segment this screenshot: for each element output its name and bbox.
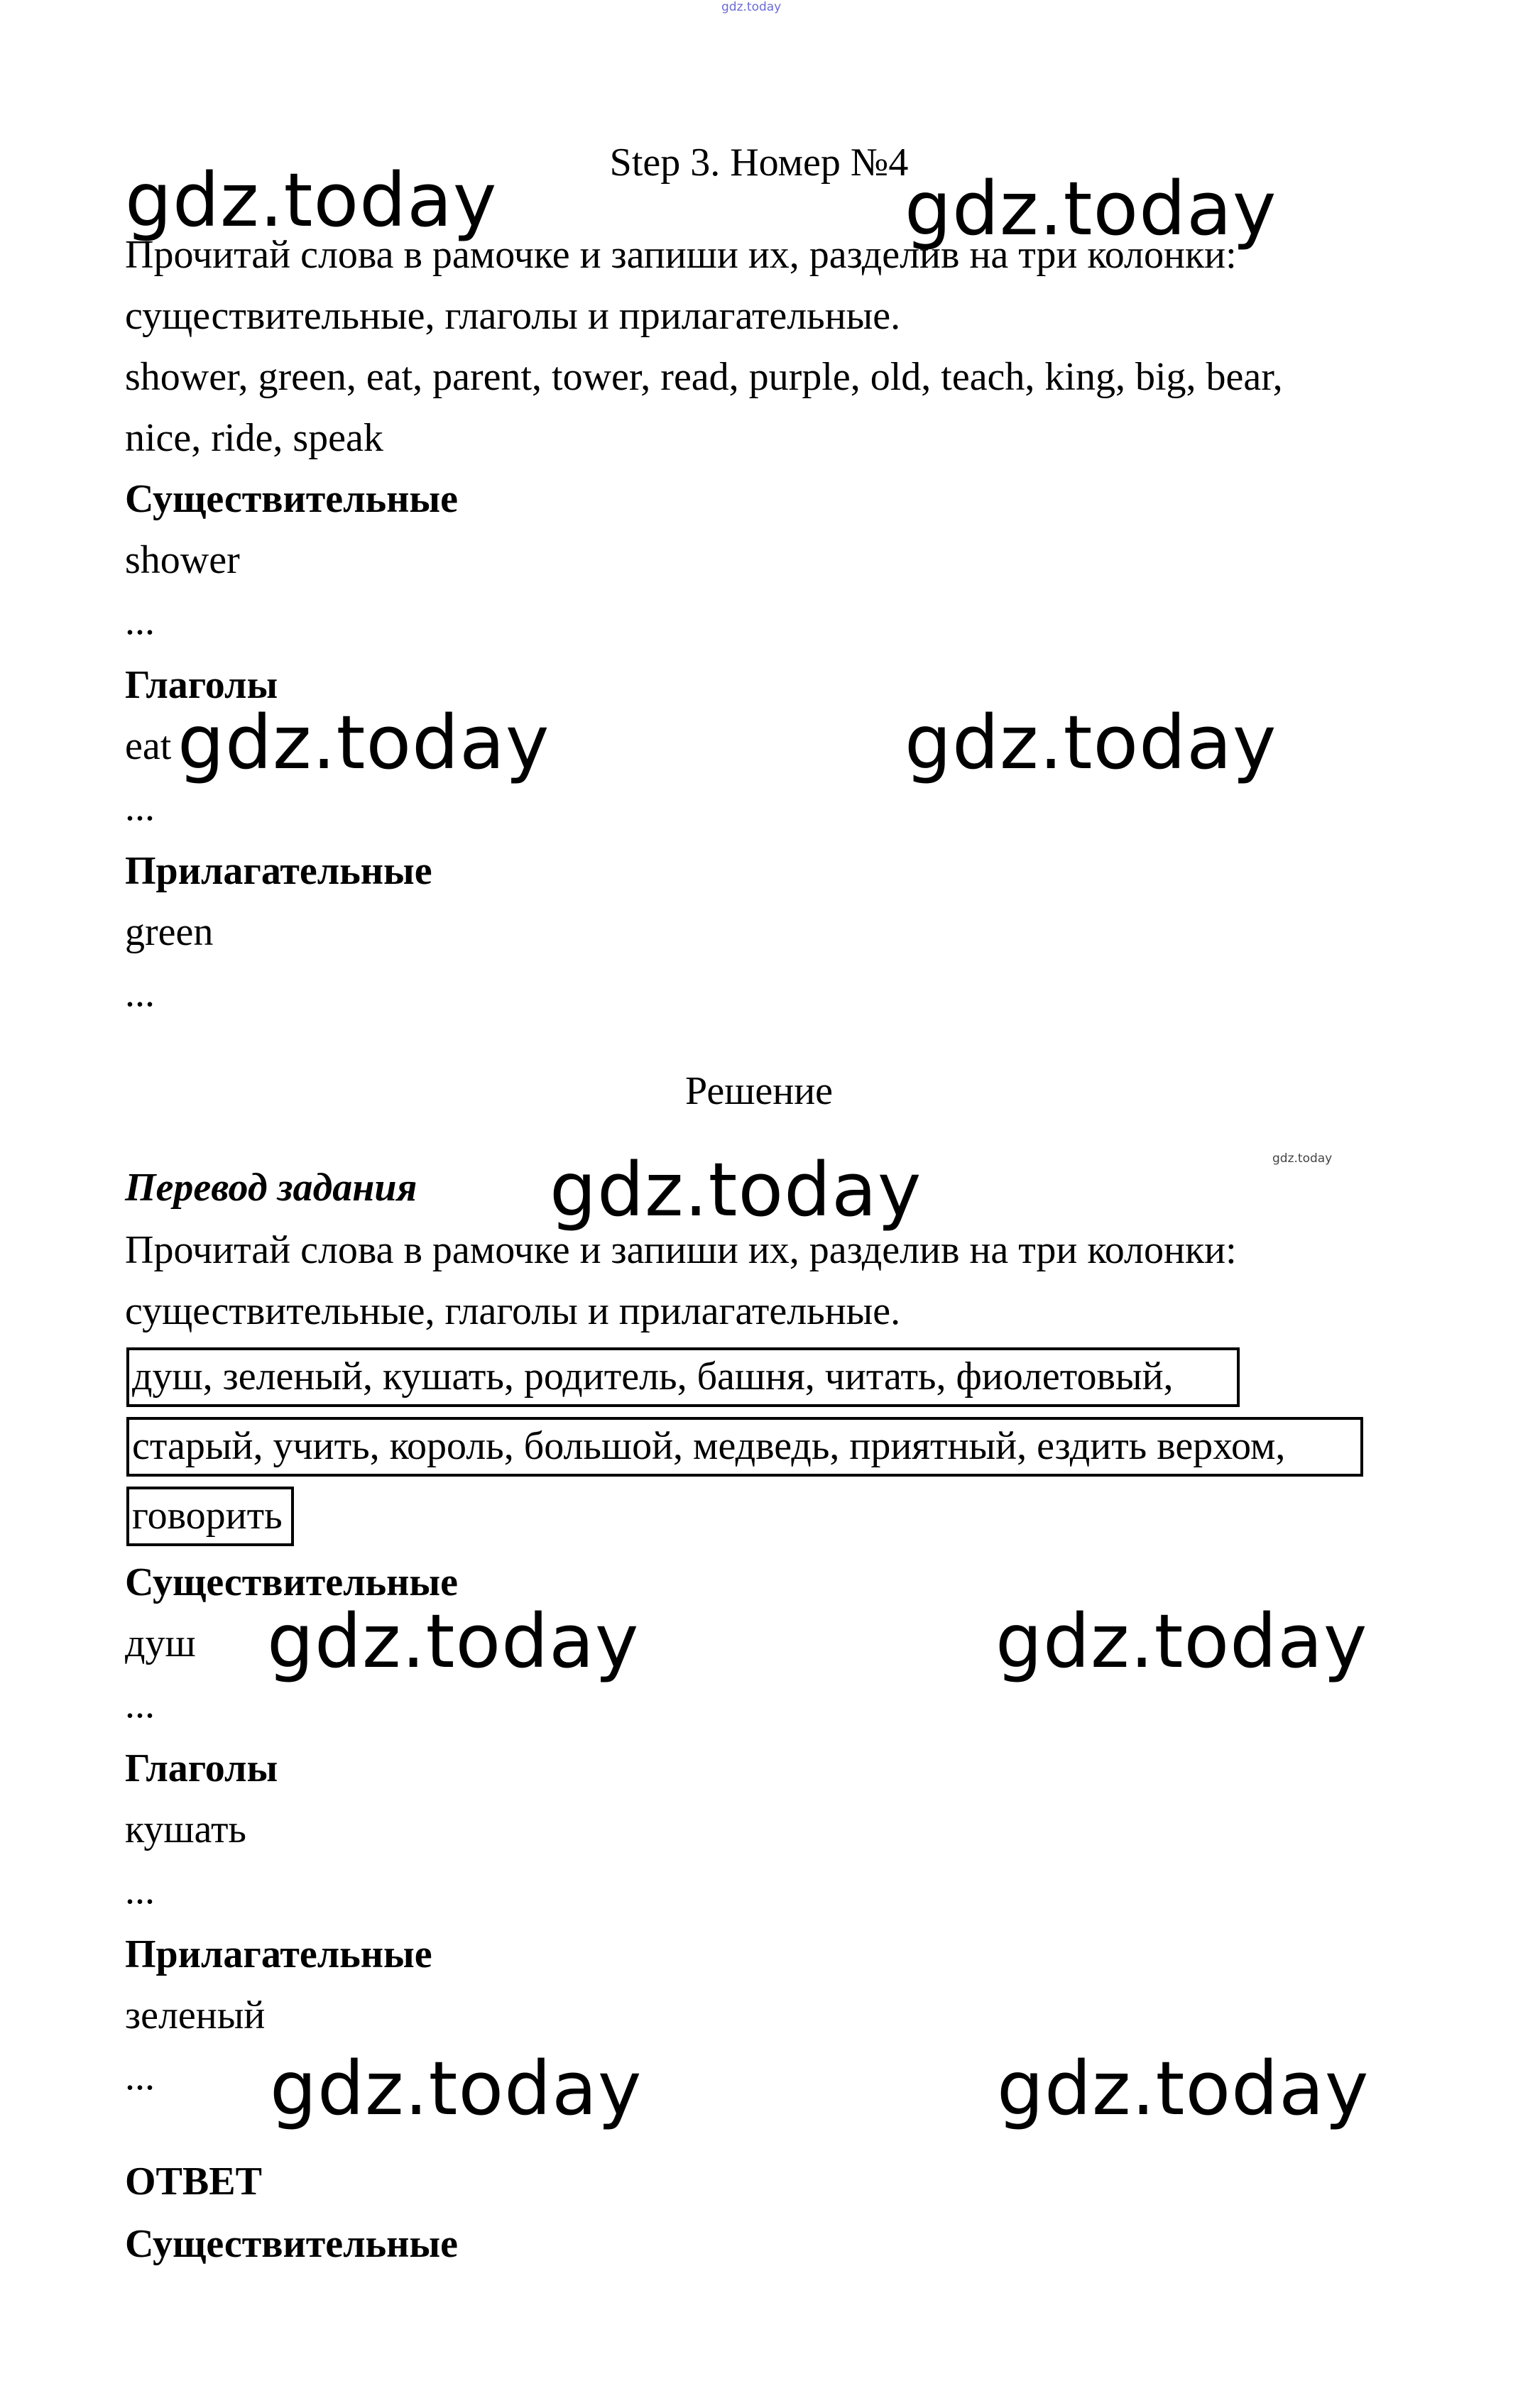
task-adj-example: green (125, 910, 214, 954)
solution-nouns-heading: Существительные (125, 1560, 458, 1604)
task-instruction-line1: Прочитай слова в рамочке и запиши их, разделив на три колонки: (125, 233, 1237, 277)
solution-verbs-heading: Глаголы (125, 1746, 278, 1790)
task-words-line2: nice, ride, speak (125, 416, 383, 460)
watermark-logo: gdz.today (178, 699, 550, 786)
task-verbs-more: ... (125, 785, 155, 829)
task-verbs-heading: Глаголы (125, 663, 278, 707)
watermark-logo: gdz.today (905, 699, 1277, 786)
watermark-logo: gdz.today (995, 1598, 1368, 1685)
watermark-logo: gdz.today (997, 2045, 1370, 2132)
solution-instruction-line1: Прочитай слова в рамочке и запиши их, разделив на три колонки: (125, 1228, 1237, 1272)
task-nouns-example: shower (125, 538, 240, 582)
watermark-top-small: gdz.today (721, 0, 782, 14)
solution-nouns-example: душ (125, 1621, 196, 1665)
solution-verbs-more: ... (125, 1868, 155, 1912)
answer-heading: ОТВЕТ (125, 2160, 262, 2204)
watermark-logo: gdz.today (550, 1146, 922, 1233)
word-box-line2: старый, учить, король, большой, медведь, приятный, ездить верхом, (126, 1417, 1363, 1477)
solution-heading: Решение (684, 1069, 834, 1113)
word-box-line3: говорить (126, 1487, 294, 1546)
watermark-logo: gdz.today (270, 2045, 643, 2132)
word-box-line1: душ, зеленый, кушать, родитель, башня, читать, фиолетовый, (126, 1347, 1240, 1407)
solution-instruction-line2: существительные, глаголы и прилагательные. (125, 1289, 901, 1333)
watermark-logo: gdz.today (125, 157, 498, 243)
solution-adj-more: ... (125, 2054, 155, 2098)
watermark-logo: gdz.today (905, 165, 1277, 252)
watermark-small: gdz.today (1272, 1151, 1333, 1166)
page-title: Step 3. Номер №4 (609, 141, 909, 185)
task-adj-more: ... (125, 971, 155, 1015)
task-adj-heading: Прилагательные (125, 849, 432, 893)
solution-adj-example: зеленый (125, 1993, 266, 2037)
task-verbs-example: eat (125, 724, 172, 768)
solution-adj-heading: Прилагательные (125, 1932, 432, 1976)
solution-nouns-more: ... (125, 1682, 155, 1726)
answer-nouns-heading: Существительные (125, 2222, 458, 2266)
translation-heading: Перевод задания (125, 1166, 417, 1210)
solution-verbs-example: кушать (125, 1807, 246, 1851)
task-nouns-heading: Существительные (125, 477, 458, 521)
task-instruction-line2: существительные, глаголы и прилагательные. (125, 294, 901, 338)
watermark-logo: gdz.today (267, 1598, 640, 1685)
task-words-line1: shower, green, eat, parent, tower, read, purple, old, teach, king, big, bear, (125, 355, 1283, 399)
task-nouns-more: ... (125, 599, 155, 643)
